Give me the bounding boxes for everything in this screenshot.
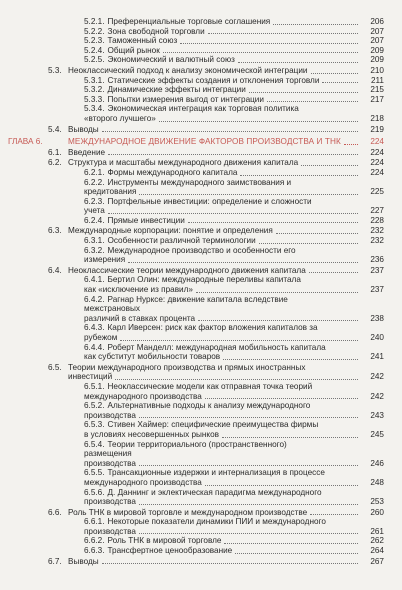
toc-entry-number: ГЛАВА 6. [8, 137, 43, 147]
toc-subsection [0, 420, 402, 439]
toc-entry-title [84, 536, 330, 546]
toc-entry-number: 6.5.1. [84, 381, 105, 391]
dot-leader [128, 262, 358, 263]
toc-page-number: 237 [370, 285, 384, 295]
toc-entry-number: 5.3. [48, 65, 62, 75]
toc-entry-number: 6.4.4. [84, 342, 105, 352]
toc-entry-text: Роль ТНК в мировой торговле [107, 536, 222, 546]
toc-section [0, 125, 402, 135]
toc-entry-text: Статические эффекты создания и отклонения торговли [107, 75, 320, 85]
toc-entry-title: Введение [68, 147, 106, 157]
toc-subsection [0, 517, 402, 536]
dot-leader [301, 165, 358, 166]
toc-entry-number: 6.3. [48, 226, 62, 236]
toc-entry-number: 6.2. [48, 158, 62, 168]
toc-page-number: 246 [370, 458, 384, 468]
toc-page-number: 238 [370, 313, 384, 323]
table-of-contents [0, 17, 402, 566]
toc-entry-text: Таможенный союз [107, 36, 178, 46]
toc-entry-title [84, 440, 330, 469]
toc-entry-number: 6.2.4. [84, 215, 105, 225]
dot-leader [180, 43, 358, 44]
dot-leader [102, 131, 358, 132]
toc-entry-text: Портфельные инвестиции: определение и сложности учета [84, 196, 312, 216]
toc-section [0, 226, 402, 236]
toc-page-number: 245 [370, 429, 384, 439]
toc-page-number: 215 [370, 85, 384, 95]
toc-entry-title [84, 168, 330, 178]
dot-leader [238, 62, 358, 63]
dot-leader [102, 563, 358, 564]
toc-page-number: 228 [370, 215, 384, 225]
toc-subsection [0, 401, 402, 420]
dot-leader [139, 417, 358, 418]
toc-entry-number: 6.4.2. [84, 294, 105, 304]
dot-leader [240, 175, 358, 176]
toc-entry-title [84, 95, 330, 105]
toc-section [0, 266, 402, 276]
toc-subsection [0, 468, 402, 487]
toc-entry-title [84, 55, 330, 65]
toc-subsection [0, 246, 402, 265]
toc-subsection [0, 546, 402, 556]
toc-subsection [0, 46, 402, 56]
dot-leader [139, 194, 358, 195]
toc-entry-title [84, 236, 330, 246]
toc-page-number: 253 [370, 497, 384, 507]
toc-page-number: 227 [370, 206, 384, 216]
dot-leader [223, 359, 358, 360]
toc-entry-number: 6.1. [48, 147, 62, 157]
toc-entry-number: 6.2.2. [84, 177, 105, 187]
dot-leader [163, 52, 358, 53]
toc-entry-title [84, 27, 330, 37]
dot-leader [196, 292, 358, 293]
toc-page-number: 242 [370, 391, 384, 401]
toc-entry-number: 5.3.4. [84, 104, 105, 114]
dot-leader [208, 33, 358, 34]
toc-subsection [0, 55, 402, 65]
toc-entry-title: Выводы [68, 556, 99, 566]
toc-entry-number: 6.2.3. [84, 196, 105, 206]
toc-entry-text: Трансфертное ценообразование [107, 546, 233, 556]
toc-entry-number: 5.3.2. [84, 85, 105, 95]
toc-page-number: 209 [370, 45, 384, 55]
toc-entry-title: Роль ТНК в мировой торговле и международном производстве [68, 507, 308, 517]
toc-entry-text: Альтернативные подходы к анализу международного производства [84, 401, 311, 420]
toc-section [0, 508, 402, 518]
toc-subsection [0, 488, 402, 507]
toc-page-number: 211 [370, 75, 384, 85]
toc-entry-text: Прямые инвестиции [107, 215, 185, 225]
toc-subsection [0, 197, 402, 216]
toc-entry-number: 6.6.2. [84, 536, 105, 546]
dot-leader [205, 485, 358, 486]
toc-subsection [0, 85, 402, 95]
toc-entry-number: 6.6.1. [84, 517, 105, 527]
toc-entry-title: Неоклассический подход к анализу экономической интеграции [68, 65, 308, 75]
dot-leader [344, 144, 358, 145]
dot-leader [205, 398, 358, 399]
toc-page-number: 232 [370, 236, 384, 246]
toc-entry-text: Рагнар Нурксе: движение капитала вследствие межстрановых различий в ставках процента [84, 294, 288, 323]
dot-leader [273, 24, 358, 25]
toc-entry-text: Неоклассические модели как отправная точка теорий международного производства [84, 381, 313, 401]
toc-page-number: 242 [370, 372, 384, 382]
toc-entry-text: Бертил Олин: международные переливы капитала как «исключение из правил» [84, 275, 301, 295]
dot-leader [267, 101, 358, 102]
dot-leader [198, 320, 358, 321]
dot-leader [309, 272, 358, 273]
toc-entry-title: Выводы [68, 124, 99, 134]
toc-entry-title [84, 36, 330, 46]
dot-leader [222, 437, 358, 438]
toc-subsection [0, 295, 402, 324]
toc-section [0, 66, 402, 76]
toc-page-number: 207 [370, 36, 384, 46]
toc-entry-number: 6.4.1. [84, 275, 105, 285]
toc-entry-title: Структура и масштабы международного движения капитала [68, 158, 299, 168]
toc-entry-number: 5.4. [48, 124, 62, 134]
dot-leader [188, 222, 358, 223]
toc-entry-number: 5.2.3. [84, 36, 105, 46]
toc-entry-title [84, 46, 330, 56]
dot-leader [115, 379, 358, 380]
toc-subsection [0, 178, 402, 197]
toc-entry-text: Трансакционные издержки и интернализация в процессе международного производства [84, 468, 325, 487]
toc-subsection [0, 104, 402, 123]
toc-entry-title [84, 295, 330, 324]
toc-entry-title [84, 546, 330, 556]
toc-subsection [0, 76, 402, 86]
toc-entry-number: 6.6.3. [84, 546, 105, 556]
toc-page-number: 237 [370, 265, 384, 275]
toc-entry-title [84, 216, 330, 226]
toc-subsection [0, 440, 402, 469]
toc-page-number: 232 [370, 226, 384, 236]
toc-entry-text: Д. Даннинг и эклектическая парадигма международного производства [84, 487, 322, 507]
toc-entry-number: 6.6. [48, 507, 62, 517]
toc-entry-number: 5.2.4. [84, 45, 105, 55]
toc-subsection [0, 17, 402, 27]
toc-page-number: 219 [370, 124, 384, 134]
dot-leader [159, 121, 358, 122]
toc-page-number: 260 [370, 507, 384, 517]
toc-entry-title: Теории международного производства и прямых иностранных инвестиций [68, 362, 306, 382]
toc-page-number: 262 [370, 536, 384, 546]
toc-page-number: 217 [370, 94, 384, 104]
toc-page-number: 267 [370, 556, 384, 566]
toc-page-number: 224 [370, 158, 384, 168]
toc-subsection [0, 27, 402, 37]
toc-page-number: 243 [370, 410, 384, 420]
toc-subsection [0, 343, 402, 362]
toc-entry-text: Формы международного капитала [107, 167, 238, 177]
toc-entry-number: 5.2.5. [84, 55, 105, 65]
toc-page-number: 209 [370, 55, 384, 65]
toc-page-number: 224 [370, 167, 384, 177]
toc-section [0, 148, 402, 158]
toc-entry-number: 6.5.5. [84, 468, 105, 478]
dot-leader [311, 73, 359, 74]
toc-page-number: 264 [370, 546, 384, 556]
toc-entry-text: Попытки измерения выгод от интеграции [107, 94, 264, 104]
toc-entry-number: 6.3.2. [84, 245, 105, 255]
dot-leader [322, 82, 358, 83]
dot-leader [276, 233, 358, 234]
toc-entry-text: Экономическая интеграция как торговая политика «второго лучшего» [84, 104, 299, 123]
toc-entry-text: Зона свободной торговли [107, 26, 205, 36]
toc-entry-number: 6.3.1. [84, 236, 105, 246]
toc-entry-text: Некоторые показатели динамики ПИИ и международного производства [84, 517, 326, 536]
toc-entry-text: Особенности различной терминологии [107, 236, 256, 246]
toc-page-number: 240 [370, 333, 384, 342]
dot-leader [259, 243, 358, 244]
toc-entry-text: Экономический и валютный союз [107, 55, 235, 65]
dot-leader [139, 465, 358, 466]
toc-page-number: 224 [370, 147, 384, 157]
toc-subsection [0, 536, 402, 546]
dot-leader [120, 340, 358, 341]
dot-leader [235, 553, 358, 554]
toc-entry-number: 6.5.4. [84, 439, 105, 449]
toc-entry-number: 6.7. [48, 556, 62, 566]
toc-page-number: 224 [370, 137, 384, 147]
toc-subsection [0, 382, 402, 401]
toc-entry-number: 6.5.3. [84, 420, 105, 430]
toc-page-number: 241 [370, 352, 384, 362]
dot-leader [139, 533, 358, 534]
toc-entry-number: 6.5. [48, 362, 62, 372]
toc-subsection [0, 168, 402, 178]
toc-page-number: 218 [370, 113, 384, 123]
toc-entry-text: Международное производство и особенности его измерения [84, 245, 296, 265]
dot-leader [310, 514, 358, 515]
toc-entry-text: Стивен Хаймер: специфические преимущества фирмы в условиях несовершенных рынков [84, 420, 319, 439]
toc-subsection [0, 36, 402, 46]
toc-section [0, 158, 402, 168]
toc-page-number: 206 [370, 17, 384, 26]
toc-entry-number: 6.5.6. [84, 487, 105, 497]
toc-entry-number: 5.2.1. [84, 17, 105, 26]
toc-entry-number: 6.5.2. [84, 401, 105, 411]
toc-entry-number: 5.3.3. [84, 94, 105, 104]
toc-entry-text: Карл Иверсен: риск как фактор вложения капиталов за рубежом [84, 323, 318, 342]
toc-entry-text: Роберт Манделл: международная мобильность капитала как субститут мобильности товаров [84, 342, 326, 362]
toc-page-number: 210 [370, 65, 384, 75]
toc-page-number: 225 [370, 187, 384, 197]
toc-entry-number: 6.2.1. [84, 167, 105, 177]
toc-page-number: 261 [370, 526, 384, 536]
toc-entry-text: Инструменты международного заимствования и кредитования [84, 177, 292, 197]
toc-chapter [0, 137, 402, 147]
toc-entry-title [84, 85, 330, 95]
toc-entry-number: 6.4. [48, 265, 62, 275]
dot-leader [224, 543, 358, 544]
toc-entry-title [84, 17, 330, 27]
toc-entry-text: Преференциальные торговые соглашения [107, 17, 271, 26]
toc-entry-title: Международные корпорации: понятие и определения [68, 226, 273, 236]
toc-page-number: 236 [370, 255, 384, 265]
toc-entry-number: 5.3.1. [84, 75, 105, 85]
toc-entry-title: Неоклассические теории международного движения капитала [68, 265, 306, 275]
toc-subsection [0, 323, 402, 342]
toc-entry-text: Теории территориального (пространственного) размещения производства [84, 439, 287, 468]
dot-leader [108, 154, 358, 155]
toc-entry-text: Динамические эффекты интеграции [107, 85, 246, 95]
toc-page-number: 207 [370, 26, 384, 36]
toc-page-number: 248 [370, 477, 384, 487]
toc-subsection [0, 236, 402, 246]
toc-subsection [0, 275, 402, 294]
toc-entry-title [84, 76, 330, 86]
dot-leader [249, 92, 358, 93]
toc-section [0, 363, 402, 382]
toc-subsection [0, 95, 402, 105]
toc-entry-number: 5.2.2. [84, 26, 105, 36]
toc-entry-number: 6.4.3. [84, 323, 105, 333]
toc-entry-title: МЕЖДУНАРОДНОЕ ДВИЖЕНИЕ ФАКТОРОВ ПРОИЗВОДСТВА И ТНК [68, 137, 341, 147]
toc-section [0, 557, 402, 567]
dot-leader [139, 504, 358, 505]
dot-leader [108, 213, 358, 214]
toc-subsection [0, 216, 402, 226]
toc-entry-text: Общий рынок [107, 45, 160, 55]
